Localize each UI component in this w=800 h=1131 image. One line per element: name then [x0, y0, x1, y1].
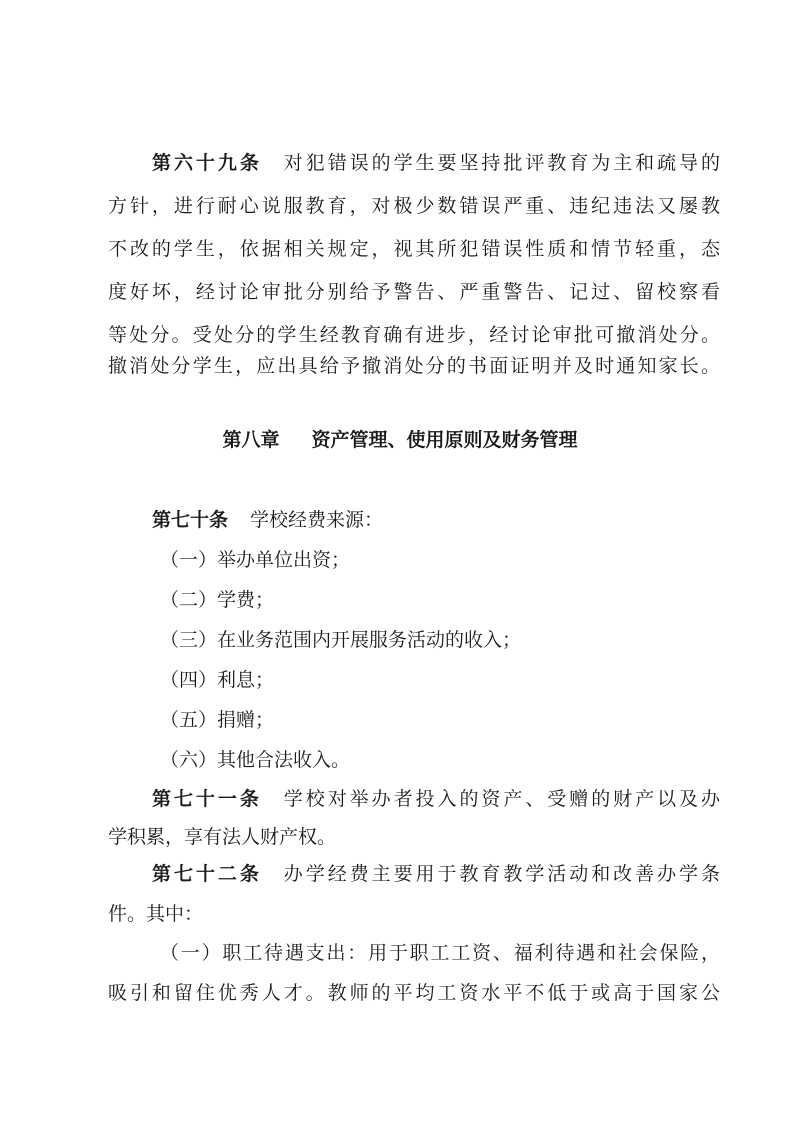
article-72-label: 第七十二条 [152, 863, 262, 885]
article-71-label: 第七十一条 [152, 788, 262, 810]
article-71-line-1 [152, 787, 720, 811]
article-71-text-1: 学校对举办者投入的资产、受赠的财产以及办 [283, 788, 720, 810]
list-item: （二）学费； [160, 589, 275, 611]
article-69-line-5: 等处分。受处分的学生经教育确有进步，经讨论审批可撤消处分。 [108, 324, 720, 346]
article-69-line-4: 度好坏，经讨论审批分别给予警告、严重警告、记过、留校察看 [108, 281, 720, 303]
article-72-line-1 [152, 862, 720, 886]
article-69-line-1 [152, 151, 720, 175]
article-70-label: 第七十条 [152, 509, 229, 531]
list-item: （六）其他合法收入。 [160, 749, 351, 771]
article-72-line-4: 吸引和留住优秀人才。教师的平均工资水平不低于或高于国家公 [108, 982, 720, 1004]
article-72-line-3: （一）职工待遇支出：用于职工工资、福利待遇和社会保险， [160, 942, 720, 964]
article-70-line [152, 508, 720, 532]
article-71-line-2: 学积累，享有法人财产权。 [108, 826, 337, 848]
chapter-number: 第八章 [222, 429, 280, 451]
list-item: （一）举办单位出资； [160, 549, 351, 571]
article-69-line-2: 方针，进行耐心说服教育，对极少数错误严重、违纪违法又屡教 [108, 195, 720, 217]
article-69-label: 第六十九条 [152, 152, 262, 174]
list-item: （三）在业务范围内开展服务活动的收入； [160, 629, 522, 651]
list-item: （四）利息； [160, 669, 275, 691]
article-72-text-1: 办学经费主要用于教育教学活动和改善办学条 [283, 863, 720, 885]
article-69-text-1: 对犯错误的学生要坚持批评教育为主和疏导的 [283, 152, 720, 174]
chapter-title: 资产管理、使用原则及财务管理 [311, 429, 578, 451]
article-69-line-6: 撤消处分学生，应出具给予撤消处分的书面证明并及时通知家长。 [108, 355, 720, 377]
article-69-line-3: 不改的学生，依据相关规定，视其所犯错误性质和情节轻重，态 [108, 238, 720, 260]
chapter-heading [0, 428, 800, 452]
article-70-text: 学校经费来源： [250, 509, 384, 531]
article-72-line-2: 件。其中： [108, 903, 204, 925]
list-item: （五）捐赠； [160, 709, 275, 731]
